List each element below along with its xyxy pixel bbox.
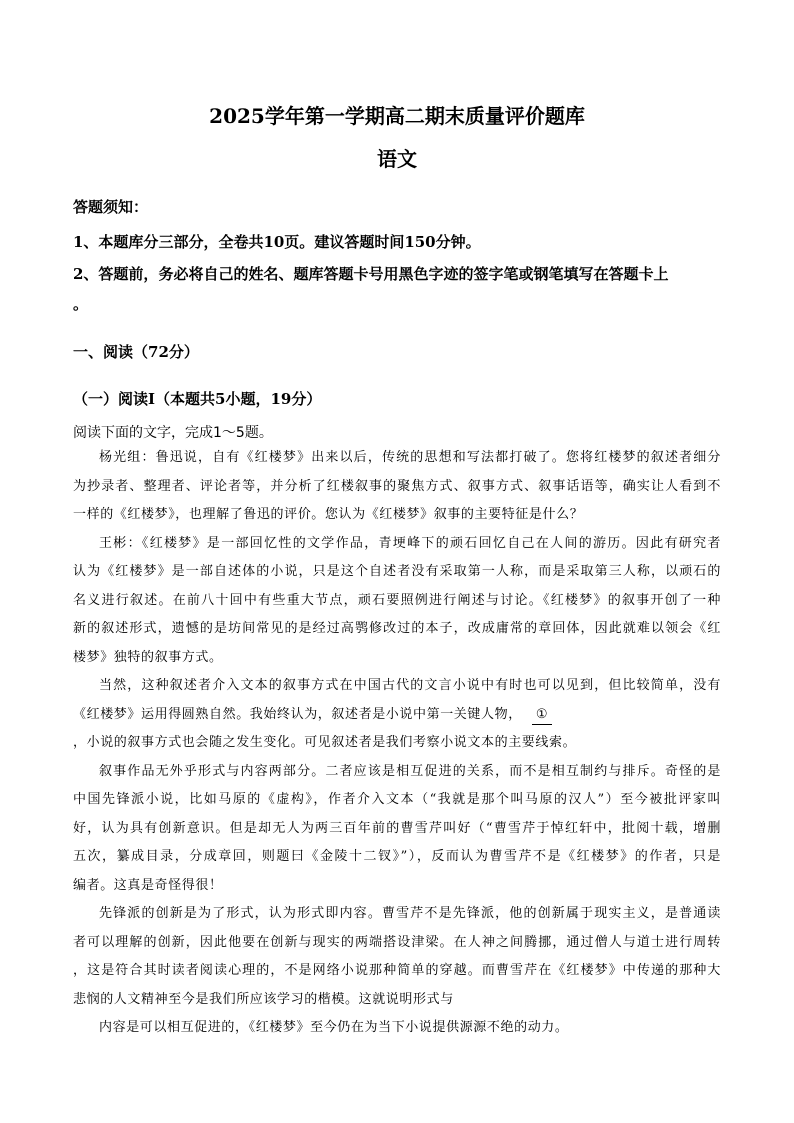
instruction-text: 阅读下面的文字，完成1～5题。 (73, 425, 273, 441)
blank-number: ① (535, 706, 549, 722)
passage-line: 五次，纂成目录，分成章回，则题曰《金陵十二钗》”），反而认为曹雪芹不是《红楼梦》的作者，只是 (73, 849, 721, 864)
passage-line: 名义进行叙述。在前八十回中有些重大节点，顽石要照例进行阐述与讨论。《红楼梦》的叙事开创了一种 (73, 592, 721, 608)
passage-line: ，小说的叙事方式也会随之发生变化。可见叙述者是我们考察小说文本的主要线索。 (73, 735, 577, 750)
passage-line: 杨光组：鲁迅说，自有《红楼梦》出来以后，传统的思想和写法都打破了。您将红楼梦的叙述者细分 (99, 450, 721, 465)
subject-title: 语文 (377, 147, 417, 171)
section-heading: 一、阅读（72分） (73, 343, 199, 361)
passage-line: 新的叙述形式，遗憾的是坊间常见的是经过高鹗修改过的本子，改成庸常的章回体，因此就难以领会《红 (73, 621, 721, 636)
passage-line: 为抄录者、整理者、评论者等，并分析了红楼叙事的聚焦方式、叙事方式、叙事话语等，确实让人看到不 (73, 478, 721, 494)
passage-line-with-blank (73, 701, 721, 730)
answer-blank[interactable] (532, 706, 552, 725)
exam-title: 2025学年第一学期高二期末质量评价题库 (209, 104, 585, 128)
passage-line: 先锋派的创新是为了形式，认为形式即内容。曹雪芹不是先锋派，他的创新属于现实主义，是普通读 (99, 906, 721, 921)
notice-item-2: 2、答题前，务必将自己的姓名、题库答题卡号用黑色字迹的签字笔或钢笔填写在答题卡上 (73, 265, 669, 283)
sub-section-heading: （一）阅读I（本题共5小题，19分） (73, 390, 322, 408)
passage-line: 内容是可以相互促进的，《红楼梦》至今仍在为当下小说提供源源不绝的动力。 (99, 1020, 569, 1035)
passage-line: 中国先锋派小说，比如马原的《虚构》，作者介入文本（“我就是那个叫马原的汉人”）至今被批评家叫 (73, 792, 721, 807)
passage-line: 叙事作品无外乎形式与内容两部分。二者应该是相互促进的关系，而不是相互制约与排斥。奇怪的是 (99, 763, 721, 779)
reading-passage (73, 444, 721, 1043)
passage-line: 当然，这种叙述者介入文本的叙事方式在中国古代的文言小说中有时也可以见到，但比较简单，没有 (99, 678, 721, 693)
passage-line: 认为《红楼梦》是一部自述体的小说，只是这个自述者没有采取第一人称，而是采取第三人称，以顽石的 (73, 564, 721, 579)
passage-line: 一样的《红楼梦》，也理解了鲁迅的评价。您认为《红楼梦》叙事的主要特征是什么？ (73, 507, 584, 522)
passage-line: 者可以理解的创新，因此他要在创新与现实的两端搭设津梁。在人神之间腾挪，通过僧人与道士进行周转 (73, 934, 721, 950)
passage-line: 好，认为具有创新意识。但是却无人为两三百年前的曹雪芹叫好（“曹雪芹于悼红轩中，批阅十载，增删 (73, 820, 721, 836)
passage-line: 悲悯的人文精神至今是我们所应该学习的楷模。这就说明形式与 (73, 991, 454, 1007)
notice-heading: 答题须知： (73, 198, 149, 216)
passage-line: 王彬：《红楼梦》是一部回忆性的文学作品，青埂峰下的顽石回忆自己在人间的游历。因此有研究者 (99, 535, 721, 551)
passage-line: 楼梦》独特的叙事方式。 (73, 649, 223, 665)
passage-text: 《红楼梦》运用得圆熟自然。我始终认为，叙述者是小说中第一关键人物， (73, 706, 522, 722)
notice-item-1: 1、本题库分三部分，全卷共10页。建议答题时间150分钟。 (73, 233, 481, 251)
passage-line: 编者。这真是奇怪得很！ (73, 877, 223, 893)
passage-line: ，这是符合其时读者阅读心理的，不是网络小说那种简单的穿越。而曹雪芹在《红楼梦》中传递的那种大 (73, 963, 721, 978)
notice-item-2-cont: 。 (73, 295, 89, 313)
